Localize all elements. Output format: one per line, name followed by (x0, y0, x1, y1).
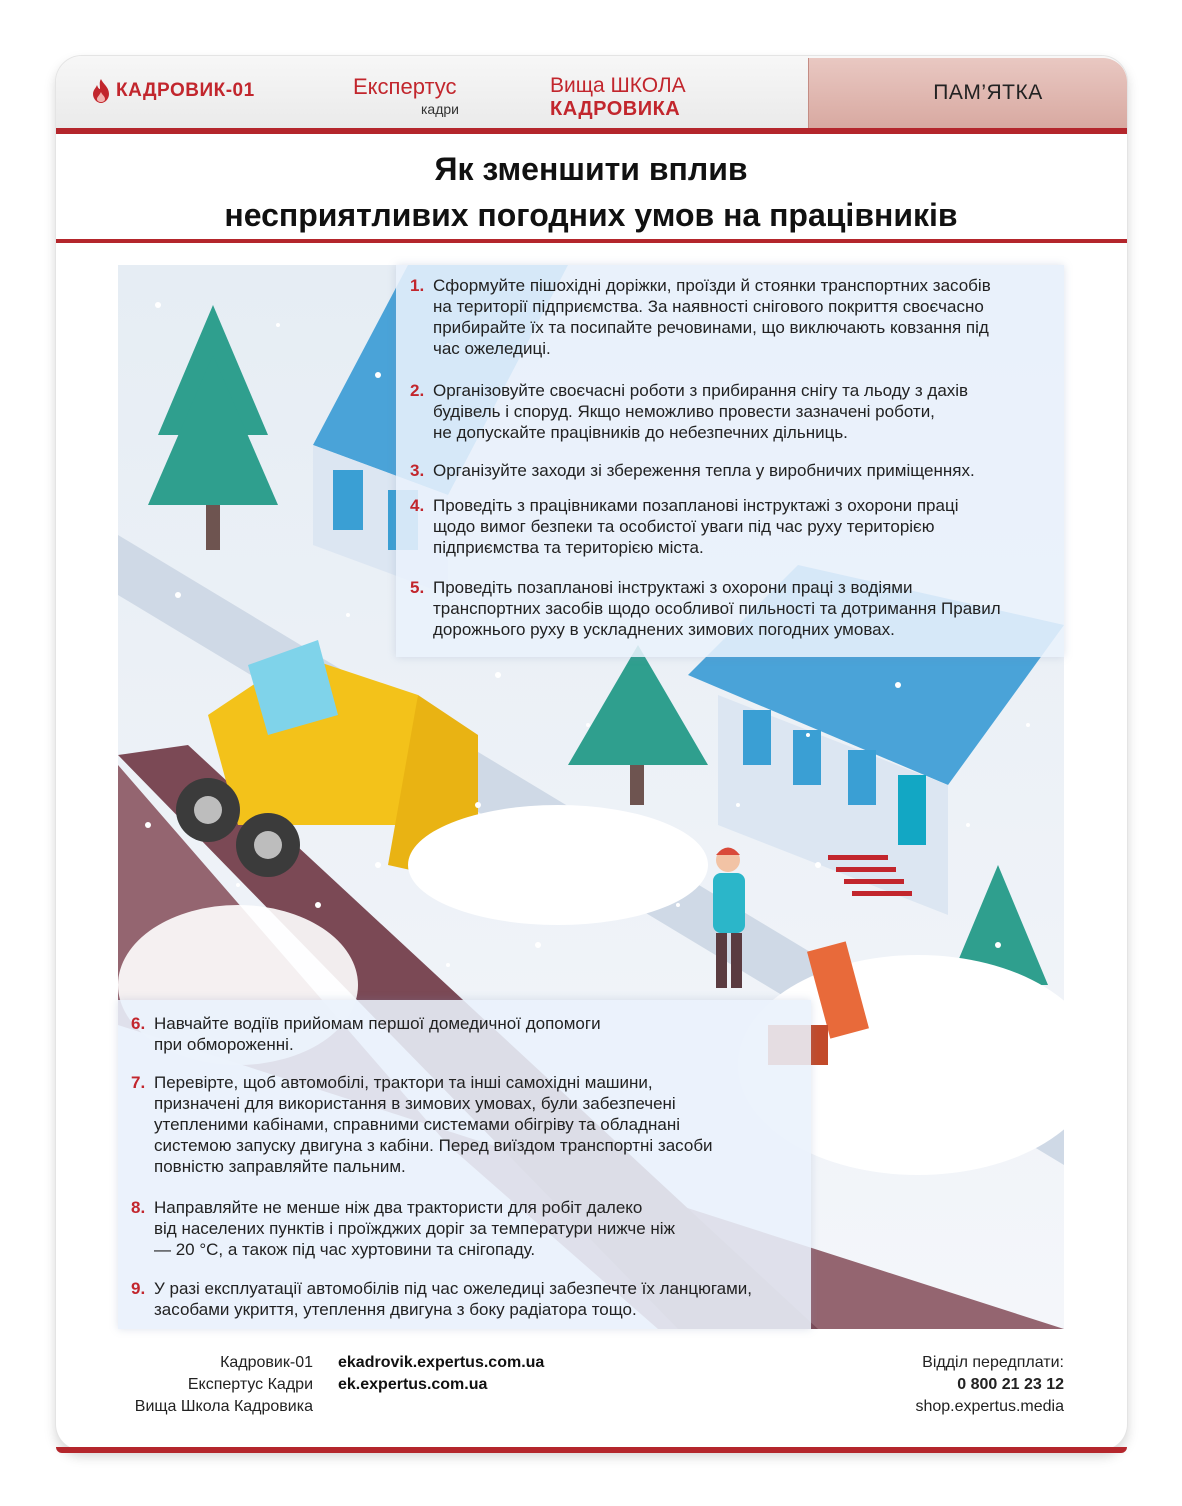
memo-tag-label: ПАМ’ЯТКА (933, 81, 1043, 104)
list-item (131, 1278, 752, 1320)
footer-brand-2: Експертус Кадри (187, 1376, 313, 1393)
footer-link-ek[interactable]: ek.expertus.com.ua (338, 1376, 488, 1393)
logo-vshk-line2: КАДРОВИКА (550, 98, 681, 120)
list-item (131, 1072, 713, 1177)
item-number: 3. (410, 461, 425, 480)
logo-expertus-line2: кадри (421, 101, 459, 117)
logo-expertus[interactable] (353, 74, 493, 117)
list-item (410, 495, 958, 558)
item-text: Сформуйте пішохідні доріжки, проїзди й стоянки транспортних засобів на території підприємства. За наявності снігового покриття своєчасно прибирайте їх та посипайте речовинами, що виключають ковзання під час ожеледиці. (433, 276, 991, 358)
list-item (410, 275, 991, 359)
item-text: Перевірте, щоб автомобілі, трактори та інші самохідні машини, призначені для використання в зимових умовах, були забезпечені утепленими кабінами, справними системами обігріву та обладнані системою запуску двигуна з кабіни. Перед виїздом транспортні засоби повністю заправляйте пальним. (154, 1073, 713, 1176)
logo-kadrovyk[interactable] (90, 78, 255, 104)
page-title (60, 146, 1122, 238)
list-item (131, 1197, 675, 1260)
footer-brands (118, 1352, 313, 1418)
shop-link[interactable]: shop.expertus.media (915, 1398, 1064, 1415)
memo-tag (808, 58, 1127, 128)
item-number: 1. (410, 276, 425, 295)
subscription-phone[interactable]: 0 800 21 23 12 (957, 1376, 1064, 1393)
flame-icon (90, 78, 112, 104)
list-item (410, 380, 968, 443)
header-rule (56, 128, 1127, 134)
title-rule (56, 239, 1127, 243)
item-number: 2. (410, 381, 425, 400)
title-line1: Як зменшити вплив (434, 151, 748, 187)
item-text: Організовуйте своєчасні роботи з прибирання снігу та льоду з дахів будівель і споруд. Якщо неможливо провести зазначені роботи, не допускайте працівників до небезпечних дільниць. (433, 381, 969, 442)
item-number: 9. (131, 1279, 146, 1298)
item-text: Проведіть позапланові інструктажі з охорони праці з водіями транспортних засобів щодо особливої пильності та дотримання Правил дорожнього руху в ускладнених зимових погодних умовах. (433, 578, 1001, 639)
item-text: Направляйте не менше ніж два трактористи для робіт далеко від населених пунктів і проїжджих доріг за температури нижче ніж — 20 °С, а також під час хуртовини та снігопаду. (154, 1198, 675, 1259)
item-number: 7. (131, 1073, 146, 1092)
item-text: Організуйте заходи зі збереження тепла у виробничих приміщеннях. (433, 461, 975, 480)
logo-vyshcha-shkola[interactable] (550, 74, 686, 121)
footer-subscription (860, 1352, 1064, 1418)
item-number: 5. (410, 578, 425, 597)
footer-brand-3: Вища Школа Кадровика (134, 1398, 313, 1415)
list-item (131, 1013, 601, 1055)
footer-links (338, 1352, 544, 1396)
list-item (410, 460, 975, 481)
item-text: Навчайте водіїв прийомам першої домедичної допомоги при обмороженні. (154, 1014, 601, 1054)
item-text: Проведіть з працівниками позапланові інструктажі з охорони праці щодо вимог безпеки та особистої уваги під час руху територією підприємства та територією міста. (433, 496, 959, 557)
footer-brand-1: Кадровик-01 (220, 1354, 313, 1371)
logo-expertus-line1: Експертус (353, 74, 457, 99)
subscription-label: Відділ передплати: (922, 1354, 1064, 1371)
logo-vshk-line1: Вища ШКОЛА (550, 74, 686, 97)
footer-link-ekadrovik[interactable]: ekadrovik.expertus.com.ua (338, 1354, 545, 1371)
logo-kadrovyk-text: КАДРОВИК-01 (116, 80, 255, 101)
item-text: У разі експлуатації автомобілів під час ожеледиці забезпечте їх ланцюгами, засобами укриття, утеплення двигуна з боку радіатора тощо. (154, 1279, 753, 1319)
item-number: 8. (131, 1198, 146, 1217)
list-item (410, 577, 1001, 640)
title-line2: несприятливих погодних умов на працівників (224, 197, 958, 233)
item-number: 4. (410, 496, 425, 515)
item-number: 6. (131, 1014, 146, 1033)
